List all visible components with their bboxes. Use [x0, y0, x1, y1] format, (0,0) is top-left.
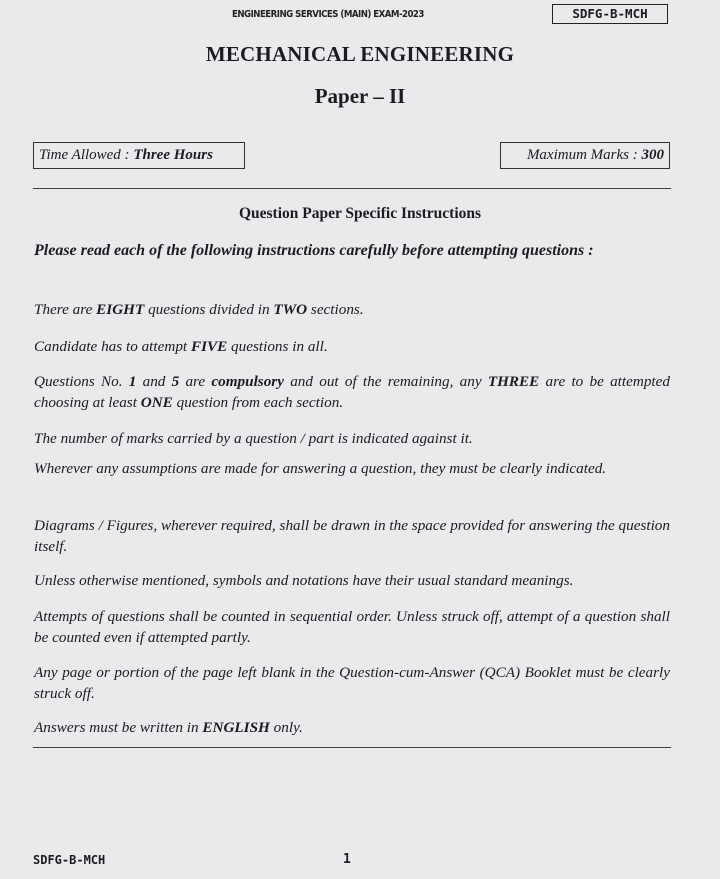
emphasis: compulsory — [211, 373, 284, 390]
emphasis: ENGLISH — [202, 719, 270, 736]
instructions-lead: Please read each of the following instructions carefully before attempting questions : — [34, 242, 594, 259]
text: only. — [269, 719, 303, 736]
instruction-symbols: Unless otherwise mentioned, symbols and notations have their usual standard meanings. — [34, 572, 574, 589]
top-divider — [33, 188, 671, 189]
text: questions divided in — [144, 301, 274, 318]
bottom-divider — [33, 747, 671, 748]
instruction-question-count — [34, 299, 670, 320]
instruction-marks: The number of marks carried by a question / part is indicated against it. — [34, 430, 473, 447]
emphasis: ONE — [140, 394, 173, 411]
marks-label: Maximum Marks : — [526, 147, 642, 163]
footer-paper-code: SDFG-B-MCH — [33, 853, 106, 867]
emphasis: FIVE — [190, 338, 228, 355]
text: question from each section. — [172, 394, 344, 411]
instruction-compulsory-questions — [34, 371, 670, 413]
instruction-blank-pages: Any page or portion of the page left blank in the Question-cum-Answer (QCA) Booklet must be clearly struck off. — [34, 664, 670, 702]
subject-title: MECHANICAL ENGINEERING — [205, 42, 515, 66]
time-value: Three Hours — [133, 147, 213, 163]
page-number: 1 — [343, 852, 351, 867]
text: sections. — [307, 301, 364, 318]
emphasis: EIGHT — [96, 301, 145, 318]
instruction-attempt-count — [34, 336, 670, 357]
paper-title: Paper – II — [314, 84, 406, 108]
instruction-assumptions: Wherever any assumptions are made for answering a question, they must be clearly indicated. — [34, 460, 607, 477]
instructions-heading: Question Paper Specific Instructions — [238, 205, 482, 222]
text: and — [136, 373, 172, 390]
text: questions in all. — [227, 338, 328, 355]
text: Candidate has to attempt — [34, 338, 191, 355]
instruction-sequential-order: Attempts of questions shall be counted in sequential order. Unless struck off, attempt of a question shall be counted even if attempted partly. — [34, 608, 670, 646]
text: Answers must be written in — [34, 719, 203, 736]
text: are to be attempted choosing at least — [34, 373, 670, 411]
text: There are — [34, 301, 97, 318]
emphasis: THREE — [487, 373, 540, 390]
instruction-language — [34, 717, 670, 738]
emphasis: TWO — [273, 301, 308, 318]
marks-value: 300 — [641, 147, 664, 163]
time-allowed-box — [33, 142, 245, 169]
time-label: Time Allowed : — [39, 147, 134, 163]
paper-code-box: SDFG-B-MCH — [552, 4, 668, 24]
text: and out of the remaining, any — [283, 373, 488, 390]
text: are — [179, 373, 212, 390]
exam-banner: ENGINEERING SERVICES (MAIN) EXAM-2023 — [232, 9, 424, 20]
maximum-marks-box — [500, 142, 670, 169]
instruction-diagrams: Diagrams / Figures, wherever required, shall be drawn in the space provided for answering the question itself. — [34, 517, 670, 555]
text: Questions No. — [34, 373, 129, 390]
emphasis: 5 — [171, 373, 180, 390]
emphasis: 1 — [128, 373, 137, 390]
